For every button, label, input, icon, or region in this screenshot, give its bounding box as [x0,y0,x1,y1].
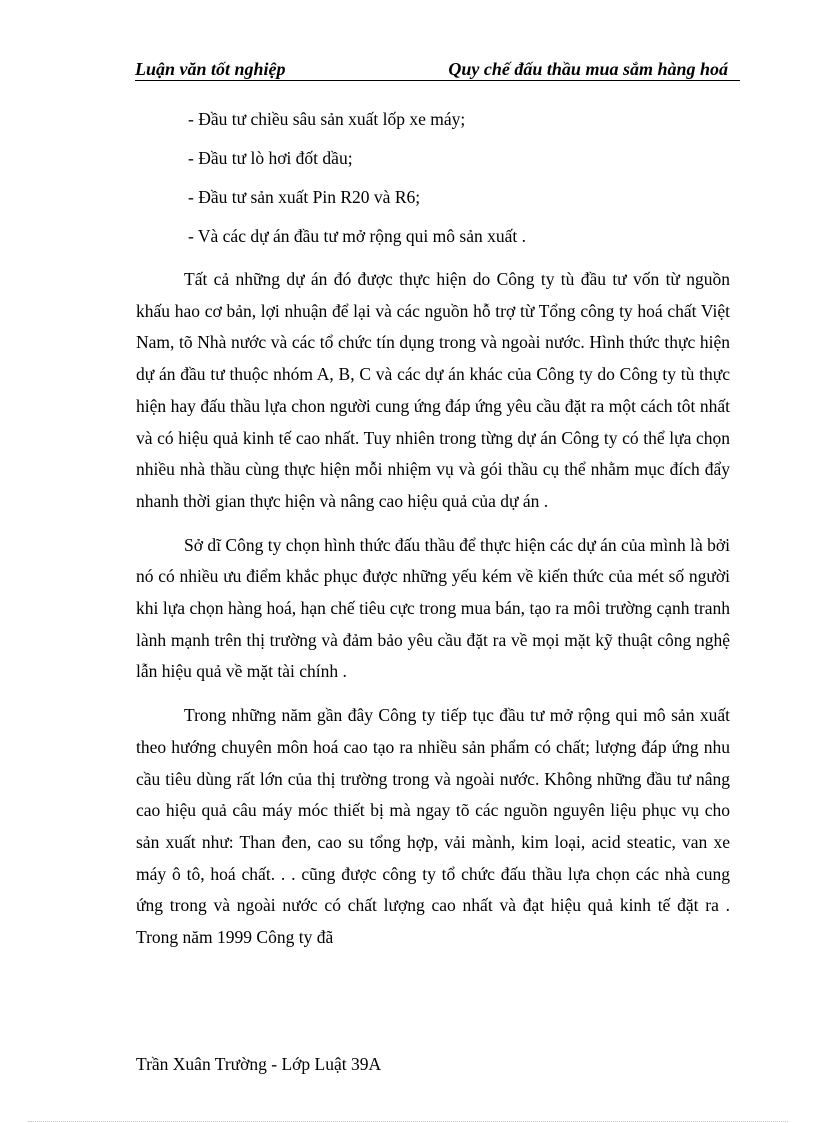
header-chapter-title: Quy chế đấu thầu mua sắm hàng hoá [448,59,728,79]
bullet-item: - Đầu tư lò hơi đốt dầu; [188,148,353,168]
paragraph: Sở dĩ Công ty chọn hình thức đấu thầu để thực hiện các dự án của mình là bởi nó có nhiều ưu điểm khắc phục được những yếu kém về kiến thức của mét số người khi lựa chọn hàng hoá, hạn chế tiêu cực trong mua bán, tạo ra môi trường cạnh tranh lành mạnh trên thị trường và đảm bảo yêu cầu đặt ra về mọi mặt kỹ thuật công nghệ lẫn hiệu quả về mặt tài chính . [136,534,730,682]
paragraph: Tất cả những dự án đó được thực hiện do Công ty tù đầu tư vốn từ nguồn khấu hao cơ bản, lợi nhuận để lại và các nguồn hỗ trợ từ Tổng công ty hoá chất Việt Nam, tõ Nhà nước và các tổ chức tín dụng trong và ngoài nước. Hình thức thực hiện dự án đầu tư thuộc nhóm A, B, C và các dự án khác của Công ty do Công ty tù thực hiện hay đấu thầu lựa chon người cung ứng đáp ứng yêu cầu đặt ra một cách tôt nhất và có hiệu quả kinh tế cao nhất. Tuy nhiên trong từng dự án Công ty có thể lựa chọn nhiều nhà thầu cùng thực hiện mỗi nhiệm vụ và gói thầu cụ thể nhằm mục đích đẩy nhanh thời gian thực hiện và nâng cao hiệu quả của dự án . [136,269,730,511]
bullet-item: - Đầu tư sản xuất Pin R20 và R6; [188,187,421,207]
page-bottom-divider [28,1121,788,1122]
document-body [136,100,730,954]
page-footer-author: Trần Xuân Trường - Lớp Luật 39A [136,1054,382,1074]
bullet-item: - Đầu tư chiều sâu sản xuất lốp xe máy; [188,109,466,129]
paragraph: Trong những năm gần đây Công ty tiếp tục đầu tư mở rộng qui mô sản xuất theo hướng chuyên môn hoá cao tạo ra nhiều sản phẩm có chất; lượng đáp ứng nhu cầu tiêu dùng rất lớn của thị trường trong và ngoài nước. Không những đầu tư nâng cao hiệu quả câu máy móc thiết bị mà ngay tõ các nguồn nguyên liệu phục vụ cho sản xuất như: Than đen, cao su tổng hợp, vải mành, kim loại, acid steatic, van xe máy ô tô, hoá chất. . . cũng được công ty tổ chức đấu thầu lựa chọn các nhà cung ứng trong và ngoài nước có chất lượng cao nhất và đạt hiệu quả kinh tế đặt ra . Trong năm 1999 Công ty đã [136,705,730,948]
header-thesis-label: Luận văn tốt nghiệp [135,59,286,79]
bullet-item: - Và các dự án đầu tư mở rộng qui mô sản xuất . [188,226,526,246]
page-header [135,58,740,81]
